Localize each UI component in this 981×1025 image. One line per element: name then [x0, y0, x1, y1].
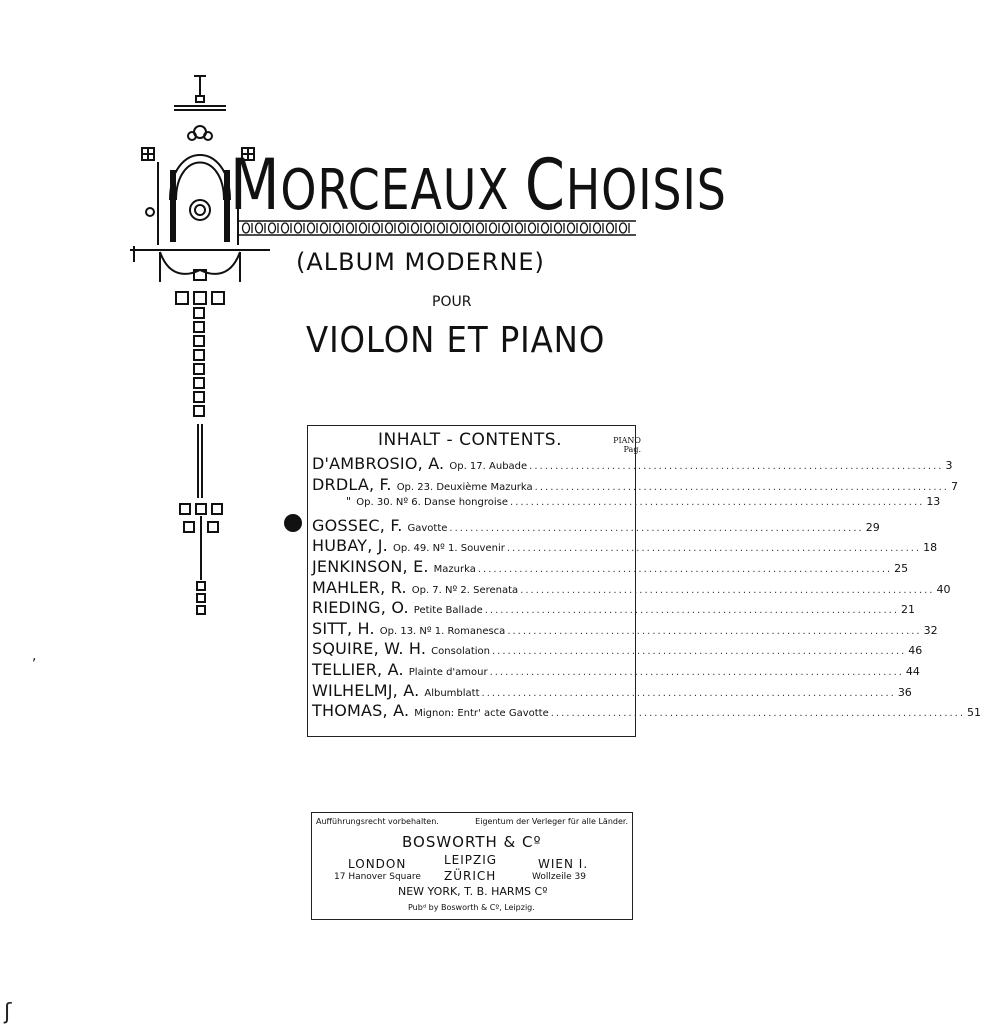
- ring-ornament: [269, 223, 276, 233]
- contents-entry: [312, 680, 912, 701]
- title-initial-m: M: [230, 144, 281, 226]
- page-number: 7: [950, 479, 958, 493]
- composer-name: JENKINSON, E.: [312, 557, 429, 576]
- ring-ornament: [412, 223, 419, 233]
- contents-entry: [312, 454, 953, 474]
- composer-name: HUBAY, J.: [312, 536, 388, 556]
- composer-name: GOSSEC, F.: [312, 515, 403, 535]
- page-number: 51: [967, 706, 981, 720]
- ring-ornament: [620, 223, 627, 233]
- ring-ornament: [321, 223, 328, 233]
- ring-ornament: [399, 223, 406, 233]
- ring-ornament: [581, 223, 588, 233]
- ring-ornament: [503, 223, 510, 233]
- contents-box: [307, 425, 981, 737]
- ring-ornament: [347, 223, 354, 233]
- page-number: 13: [926, 495, 941, 509]
- ring-ornament: [425, 223, 432, 233]
- work-title: Op. 17. Aubade: [449, 461, 528, 472]
- ring-ornament: [438, 223, 445, 233]
- leader-dots: ................................................................................: [489, 667, 904, 678]
- ring-ornament: [477, 223, 484, 233]
- page-number: 44: [905, 665, 920, 678]
- pag-label: Pag.: [623, 445, 641, 454]
- contents-entry: [312, 515, 880, 536]
- composer-name: D'AMBROSIO, A.: [312, 454, 445, 473]
- leader-dots: ................................................................................: [506, 543, 922, 555]
- work-title: Consolation: [431, 646, 490, 658]
- work-title: Mazurka: [433, 564, 476, 575]
- work-title: Op. 13. Nº 1. Romanesca: [379, 625, 506, 637]
- ownership-rights: Eigentum der Verleger für alle Länder.: [475, 817, 628, 826]
- city-leipzig: LEIPZIG: [444, 853, 498, 867]
- pour-label: POUR: [432, 294, 472, 310]
- contents-entry: [312, 639, 923, 659]
- scan-mark: ,: [32, 648, 37, 664]
- contents-entry: [312, 536, 938, 556]
- instrumentation: VIOLON ET PIANO: [306, 320, 606, 361]
- leader-dots: ................................................................................: [529, 461, 944, 472]
- publisher-name: BOSWORTH & Cº: [402, 833, 542, 851]
- page-number: 29: [865, 520, 880, 534]
- page-number: 3: [945, 459, 953, 472]
- published-by: Pubᵈ by Bosworth & Cº, Leipzig.: [408, 903, 535, 912]
- ring-ornament: [542, 223, 549, 233]
- piano-page-label: [613, 436, 641, 454]
- page-number: 21: [901, 603, 916, 617]
- performance-rights: Aufführungsrecht vorbehalten.: [316, 817, 439, 826]
- work-title: Petite Ballade: [413, 605, 483, 617]
- ring-ornament: [360, 223, 367, 233]
- ring-ornament: [386, 223, 393, 233]
- ring-ornament: [256, 223, 263, 233]
- work-title: Op. 30. Nº 6. Danse hongroise: [356, 497, 509, 509]
- publisher-box: [311, 812, 633, 920]
- contents-entry: [312, 701, 981, 721]
- ring-ornament: [464, 223, 471, 233]
- ring-ornament: [451, 223, 458, 233]
- composer-name: SQUIRE, W. H.: [312, 639, 427, 659]
- address-wien: Wollzeile 39: [532, 872, 586, 882]
- title-word-1: ORCEAUX: [280, 158, 510, 223]
- contents-entry: [312, 577, 951, 598]
- work-title: Gavotte: [407, 522, 448, 534]
- leader-dots: ................................................................................: [481, 687, 896, 699]
- work-title: Mignon: Entr' acte Gavotte: [414, 708, 549, 720]
- leader-dots: ................................................................................: [492, 646, 907, 658]
- city-zurich: ZÜRICH: [444, 869, 497, 883]
- title-initial-c: C: [524, 144, 566, 226]
- contents-entry: [312, 557, 909, 577]
- page-number: 36: [897, 685, 912, 699]
- composer-name: SITT, H.: [312, 618, 375, 638]
- leader-dots: ................................................................................: [550, 708, 966, 720]
- leader-dots: ................................................................................: [507, 625, 922, 637]
- work-title: Op. 23. Deuxième Mazurka: [396, 481, 533, 493]
- composer-name: MAHLER, R.: [312, 577, 407, 597]
- ring-ornament: [334, 223, 341, 233]
- new-york-agent: NEW YORK, T. B. HARMS Cº: [398, 885, 548, 898]
- composer-name: THOMAS, A.: [312, 701, 410, 721]
- contents-entry: [312, 495, 941, 515]
- page-number: 40: [936, 582, 951, 596]
- ring-ornament: [295, 223, 302, 233]
- ring-ornament: [607, 223, 614, 233]
- composer-name: DRDLA, F.: [312, 474, 392, 494]
- leader-dots: ................................................................................: [520, 584, 935, 596]
- leader-dots: ................................................................................: [477, 564, 893, 575]
- subtitle: (ALBUM MODERNE): [296, 248, 545, 276]
- contents-heading: INHALT - CONTENTS.: [378, 430, 562, 450]
- work-title: Plainte d'amour: [408, 667, 488, 678]
- title-word-2: HOISIS: [565, 158, 727, 223]
- composer-name: TELLIER, A.: [312, 660, 404, 679]
- composer-name: RIEDING, O.: [312, 598, 409, 618]
- city-london: LONDON: [348, 857, 407, 871]
- ring-ornament: [490, 223, 497, 233]
- contents-entry: [312, 660, 920, 680]
- page-number: 18: [923, 541, 938, 555]
- ring-ornament: [373, 223, 380, 233]
- ring-ornament: [568, 223, 575, 233]
- ring-ornament: [308, 223, 315, 233]
- work-title: Albumblatt: [424, 687, 480, 699]
- ring-ornament: [282, 223, 289, 233]
- leader-dots: ................................................................................: [449, 522, 864, 534]
- composer-name: ": [346, 495, 352, 509]
- leader-dots: ................................................................................: [510, 497, 925, 509]
- album-title: [230, 144, 727, 226]
- title-ring-border: [238, 220, 636, 236]
- city-wien: WIEN I.: [538, 857, 589, 871]
- leader-dots: ................................................................................: [534, 481, 949, 493]
- address-london: 17 Hanover Square: [334, 872, 421, 882]
- ring-ornament: [555, 223, 562, 233]
- work-title: Op. 49. Nº 1. Souvenir: [392, 543, 505, 555]
- page-number: 46: [908, 644, 923, 658]
- ring-ornament: [594, 223, 601, 233]
- page-number: 25: [894, 562, 909, 575]
- contents-entry: [312, 474, 958, 495]
- composer-name: WILHELMJ, A.: [312, 680, 420, 700]
- work-title: Op. 7. Nº 2. Serenata: [411, 584, 519, 596]
- bullet-marker: [284, 514, 302, 532]
- contents-entry: [312, 618, 938, 639]
- ring-ornament: [529, 223, 536, 233]
- scan-mark: ʃ: [4, 1000, 12, 1025]
- piano-label: PIANO: [613, 436, 641, 445]
- leader-dots: ................................................................................: [484, 605, 900, 617]
- contents-entry: [312, 598, 916, 618]
- ring-ornament: [243, 223, 250, 233]
- page-number: 32: [923, 623, 938, 637]
- ring-ornament: [516, 223, 523, 233]
